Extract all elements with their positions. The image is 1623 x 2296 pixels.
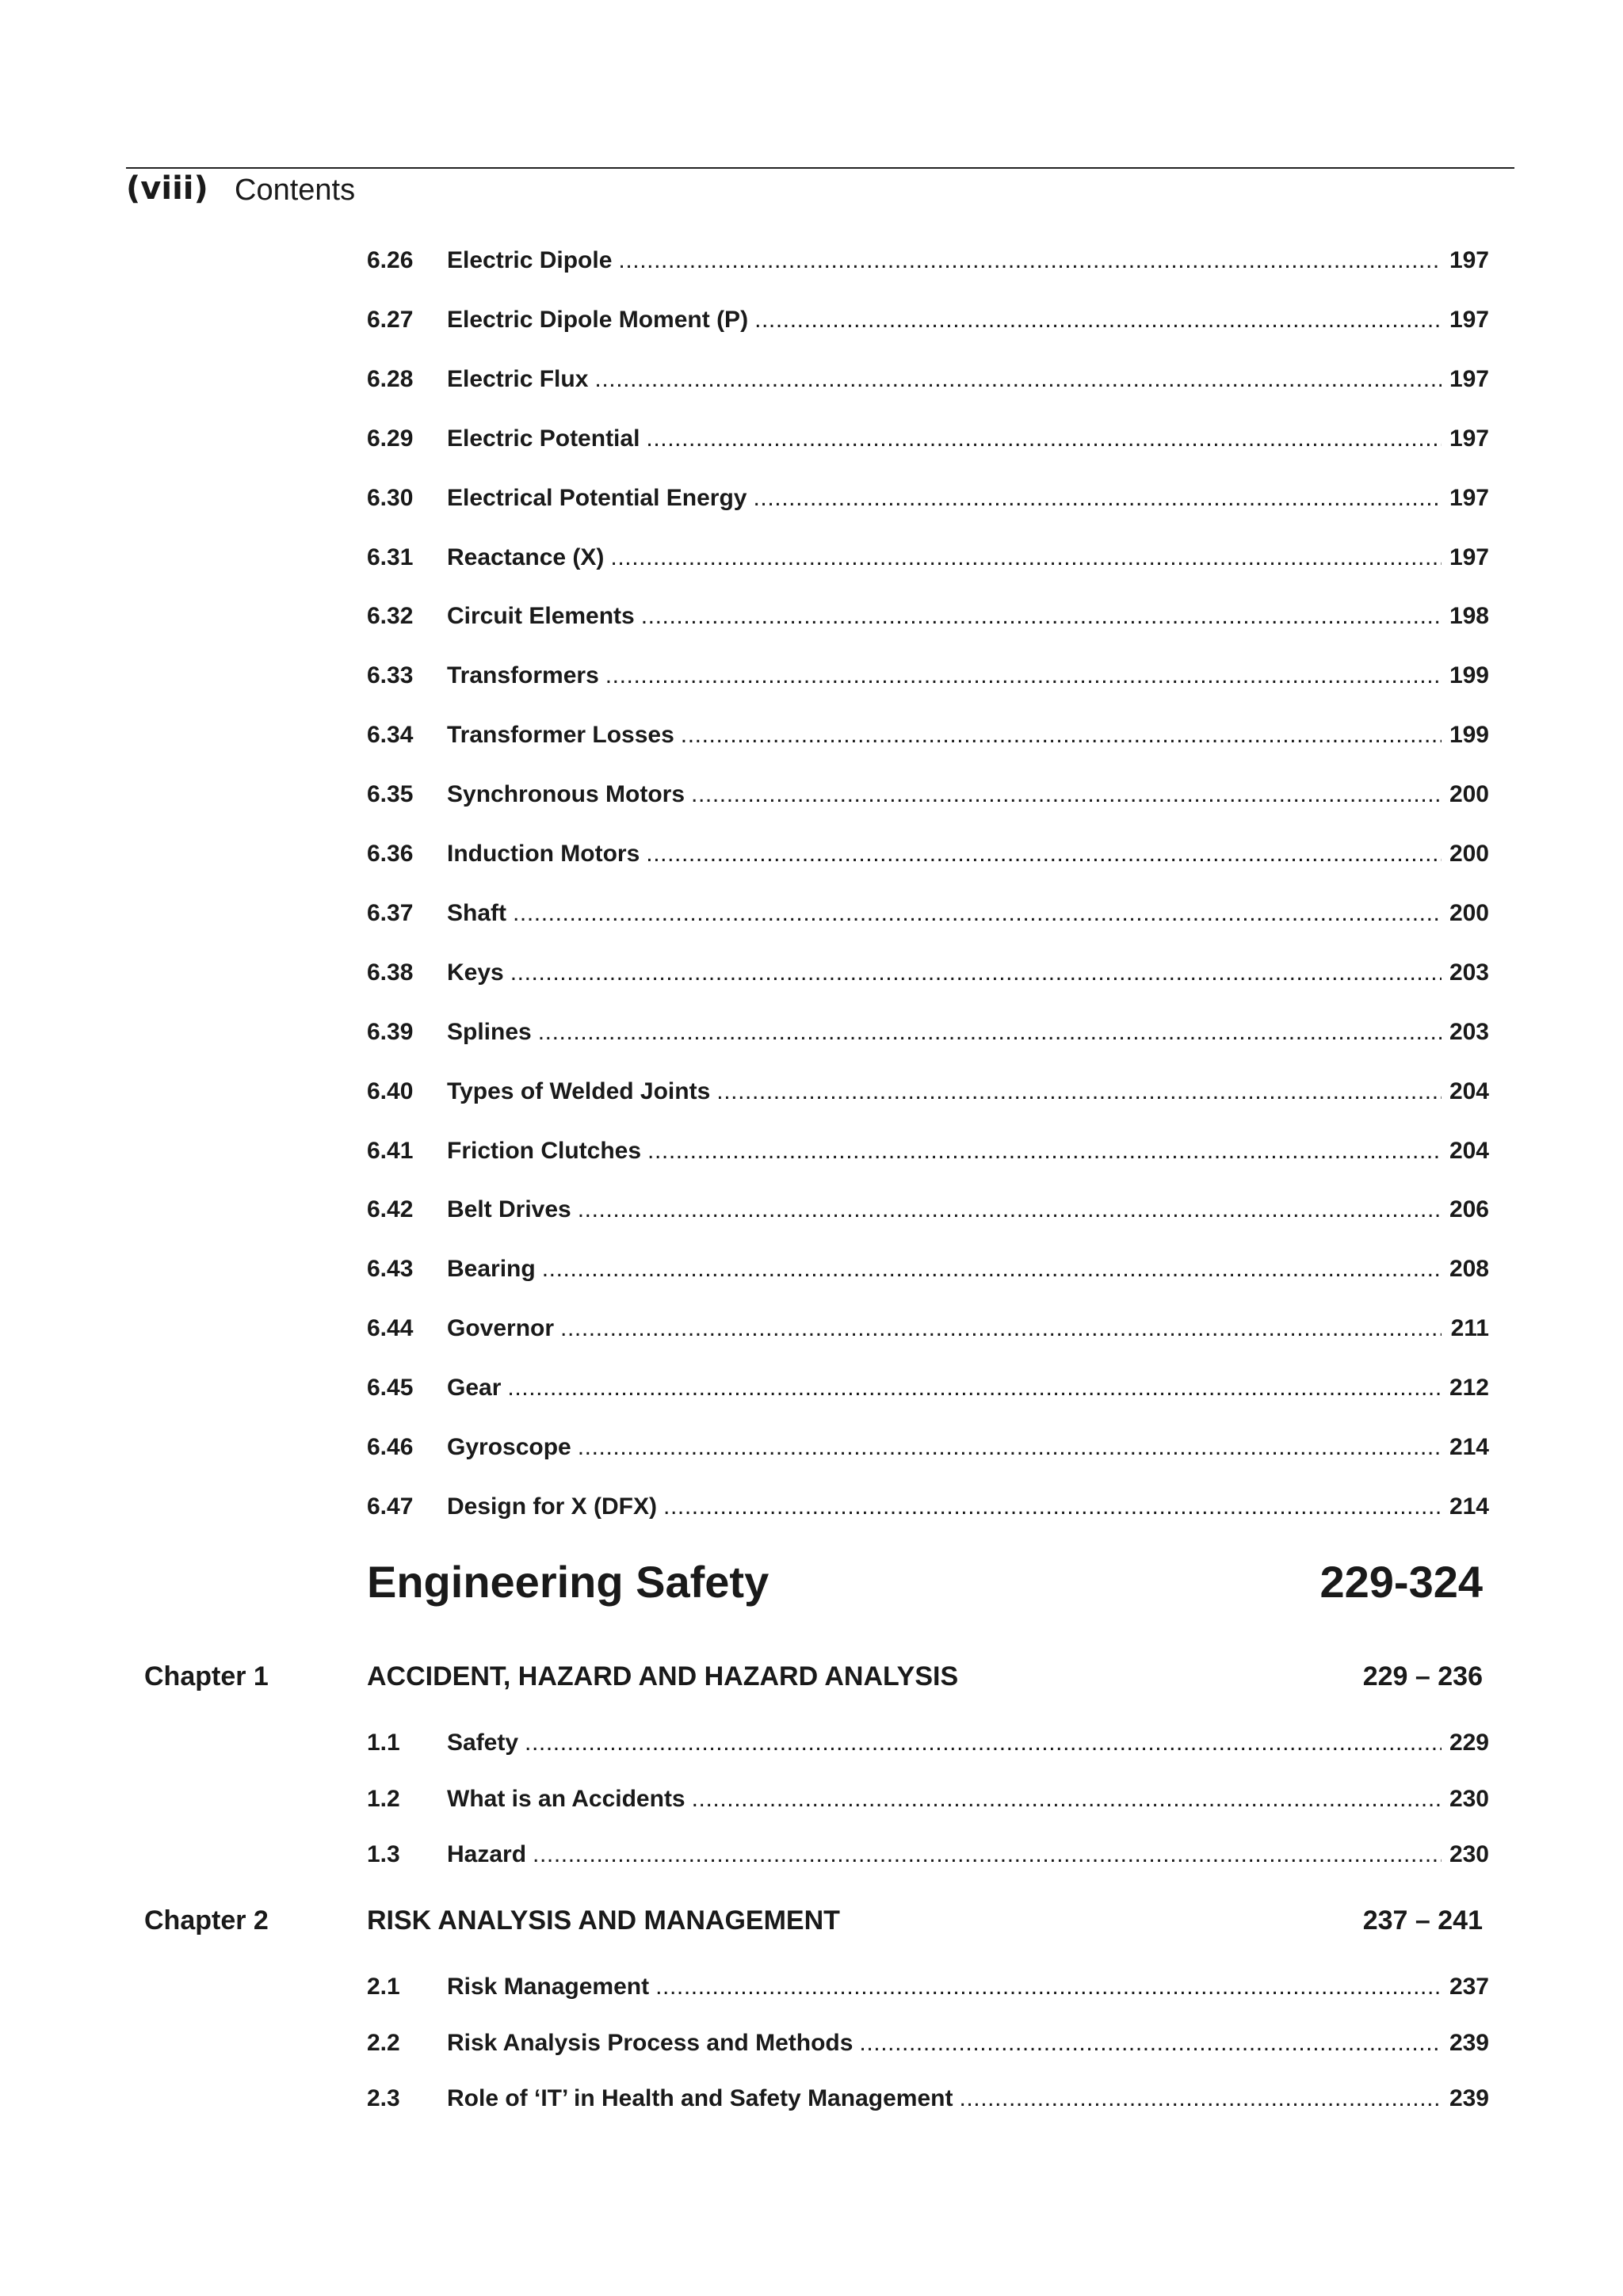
toc-entry[interactable] — [367, 1837, 1489, 1872]
dot-leader — [716, 1074, 1442, 1109]
toc-entry-title: Electric Flux — [447, 365, 589, 392]
toc-entry[interactable] — [367, 718, 1489, 753]
toc-entry-page: 200 — [1449, 841, 1489, 867]
toc-entry-title: Hazard — [447, 1841, 527, 1867]
toc-entry-title: Role of ‘IT’ in Health and Safety Management — [447, 2085, 953, 2111]
toc-entry-title: Electric Dipole — [447, 247, 613, 273]
toc-entry-number: 6.43 — [367, 1256, 414, 1283]
toc-entry[interactable] — [367, 2081, 1489, 2116]
toc-entry-page: 214 — [1449, 1493, 1489, 1520]
toc-entry-number: 1.2 — [367, 1785, 400, 1812]
toc-entry-number: 6.30 — [367, 484, 414, 511]
toc-entry[interactable] — [367, 777, 1489, 812]
dot-leader — [578, 1430, 1442, 1465]
chapter-1-page-range: 229 – 236 — [1362, 1661, 1483, 1691]
toc-entry[interactable] — [367, 1074, 1489, 1109]
toc-entry-page: 239 — [1449, 2029, 1489, 2056]
toc-entry[interactable] — [367, 1489, 1489, 1524]
toc-entry-number: 6.37 — [367, 899, 414, 926]
toc-entry-page: 239 — [1449, 2085, 1489, 2111]
chapter-1-label: Chapter 1 — [144, 1661, 269, 1691]
toc-entry[interactable] — [367, 1430, 1489, 1465]
toc-entry[interactable] — [367, 1782, 1489, 1817]
toc-entry-title: Circuit Elements — [447, 603, 635, 630]
dot-leader — [610, 540, 1442, 575]
chapter-2-label: Chapter 2 — [144, 1905, 269, 1936]
dot-leader — [692, 1782, 1442, 1817]
dot-leader — [510, 955, 1442, 990]
toc-entry-page: 197 — [1449, 484, 1489, 511]
toc-entry-title: Gear — [447, 1375, 502, 1402]
toc-entry-page: 197 — [1449, 247, 1489, 273]
chapter-2-page-range: 237 – 241 — [1362, 1905, 1483, 1936]
dot-leader — [646, 421, 1442, 456]
toc-entry-title: Belt Drives — [447, 1196, 571, 1223]
toc-entry-title: Risk Management — [447, 1974, 650, 2000]
toc-entry-title: Shaft — [447, 899, 506, 926]
dot-leader — [959, 2081, 1442, 2116]
toc-entry-number: 6.34 — [367, 722, 414, 749]
toc-entry-number: 6.45 — [367, 1375, 414, 1402]
toc-entry[interactable] — [367, 1192, 1489, 1227]
toc-entry-page: 230 — [1449, 1841, 1489, 1867]
running-header-label: Contents — [235, 174, 356, 207]
toc-entry[interactable] — [367, 1371, 1489, 1405]
toc-entry-page: 230 — [1449, 1785, 1489, 1812]
dot-leader — [618, 243, 1442, 278]
toc-entry-page: 197 — [1449, 306, 1489, 333]
toc-entry[interactable] — [367, 540, 1489, 575]
toc-entry[interactable] — [367, 481, 1489, 516]
dot-leader — [594, 362, 1442, 397]
dot-leader — [647, 1134, 1442, 1169]
toc-entry-page: 204 — [1449, 1137, 1489, 1164]
dot-leader — [525, 1726, 1442, 1760]
dot-leader — [681, 718, 1442, 753]
toc-entry-page: 197 — [1449, 365, 1489, 392]
toc-entry[interactable] — [367, 243, 1489, 278]
toc-entry-number: 6.39 — [367, 1018, 414, 1045]
toc-entry-page: 206 — [1449, 1196, 1489, 1223]
toc-entry-page: 197 — [1449, 543, 1489, 570]
toc-entry-page: 198 — [1449, 603, 1489, 630]
toc-entry-title: Electric Potential — [447, 425, 640, 452]
toc-entry-page: 229 — [1449, 1730, 1489, 1756]
dot-leader — [533, 1837, 1442, 1872]
dot-leader — [754, 303, 1442, 338]
toc-entry-title: Friction Clutches — [447, 1137, 642, 1164]
toc-entry[interactable] — [367, 1015, 1489, 1050]
toc-entry-number: 6.27 — [367, 306, 414, 333]
toc-entry-page: 203 — [1449, 959, 1489, 986]
toc-entry-page: 199 — [1449, 662, 1489, 689]
chapter-2-title: RISK ANALYSIS AND MANAGEMENT — [367, 1905, 840, 1936]
toc-entry[interactable] — [367, 362, 1489, 397]
toc-entry[interactable] — [367, 421, 1489, 456]
toc-entry[interactable] — [367, 658, 1489, 693]
toc-entry-number: 6.31 — [367, 543, 414, 570]
toc-entry-title: Safety — [447, 1730, 519, 1756]
dot-leader — [560, 1311, 1442, 1346]
toc-entry-title: Transformers — [447, 662, 599, 689]
toc-entry-title: Types of Welded Joints — [447, 1077, 711, 1104]
toc-entry-title: Governor — [447, 1315, 555, 1342]
toc-entry[interactable] — [367, 837, 1489, 871]
toc-entry-page: 204 — [1449, 1077, 1489, 1104]
toc-entry-page: 211 — [1450, 1315, 1489, 1342]
dot-leader — [605, 658, 1442, 693]
toc-entry-title: Electric Dipole Moment (P) — [447, 306, 749, 333]
dot-leader — [513, 896, 1442, 931]
toc-entry-title: What is an Accidents — [447, 1785, 685, 1812]
toc-entry-number: 6.28 — [367, 365, 414, 392]
toc-entry-number: 6.32 — [367, 603, 414, 630]
toc-entry-page: 200 — [1449, 899, 1489, 926]
dot-leader — [691, 777, 1442, 812]
toc-entry-number: 1.3 — [367, 1841, 400, 1867]
toc-entry[interactable] — [367, 599, 1489, 634]
toc-entry-number: 6.40 — [367, 1077, 414, 1104]
toc-entry-title: Induction Motors — [447, 841, 640, 867]
dot-leader — [507, 1371, 1442, 1405]
toc-entry[interactable] — [367, 1134, 1489, 1169]
toc-entry-page: 212 — [1449, 1375, 1489, 1402]
dot-leader — [578, 1192, 1442, 1227]
toc-entry-title: Splines — [447, 1018, 532, 1045]
dot-leader — [663, 1489, 1442, 1524]
header-rule — [126, 167, 1514, 169]
toc-entry[interactable] — [367, 1726, 1489, 1760]
toc-entry-number: 6.38 — [367, 959, 414, 986]
toc-entry-number: 2.3 — [367, 2085, 400, 2111]
dot-leader — [542, 1252, 1442, 1287]
toc-entry-number: 6.33 — [367, 662, 414, 689]
toc-entry-title: Reactance (X) — [447, 543, 605, 570]
toc-entry[interactable] — [367, 1252, 1489, 1287]
toc-entry[interactable] — [367, 896, 1489, 931]
toc-entry-page: 199 — [1449, 722, 1489, 749]
toc-entry-page: 208 — [1449, 1256, 1489, 1283]
toc-entry-page: 214 — [1449, 1434, 1489, 1460]
toc-entry-number: 6.47 — [367, 1493, 414, 1520]
toc-entry-number: 6.41 — [367, 1137, 414, 1164]
toc-entry[interactable] — [367, 955, 1489, 990]
part-page-range: 229-324 — [1319, 1557, 1483, 1607]
toc-entry-number: 6.44 — [367, 1315, 414, 1342]
dot-leader — [655, 1970, 1442, 2004]
toc-entry-title: Bearing — [447, 1256, 536, 1283]
toc-entry-page: 200 — [1449, 781, 1489, 808]
dot-leader — [753, 481, 1441, 516]
toc-entry-number: 1.1 — [367, 1730, 400, 1756]
toc-entry-title: Keys — [447, 959, 504, 986]
toc-entry-number: 6.42 — [367, 1196, 414, 1223]
toc-entry-title: Transformer Losses — [447, 722, 674, 749]
toc-entry[interactable] — [367, 1311, 1489, 1346]
toc-entry-number: 6.26 — [367, 247, 414, 273]
toc-entry-page: 203 — [1449, 1018, 1489, 1045]
toc-entry[interactable] — [367, 2026, 1489, 2061]
dot-leader — [641, 599, 1442, 634]
dot-leader — [538, 1015, 1442, 1050]
toc-entry-page: 197 — [1449, 425, 1489, 452]
toc-entry-number: 6.29 — [367, 425, 414, 452]
toc-entry-page: 237 — [1449, 1974, 1489, 2000]
toc-entry-number: 2.2 — [367, 2029, 400, 2056]
toc-entry-number: 6.35 — [367, 781, 414, 808]
dot-leader — [859, 2026, 1442, 2061]
toc-entry-title: Risk Analysis Process and Methods — [447, 2029, 854, 2056]
toc-entry-number: 6.36 — [367, 841, 414, 867]
toc-entry-number: 6.46 — [367, 1434, 414, 1460]
page-number: (viii) — [126, 170, 208, 207]
toc-entry-number: 2.1 — [367, 1974, 400, 2000]
toc-entry[interactable] — [367, 303, 1489, 338]
toc-entry[interactable] — [367, 1970, 1489, 2004]
part-title: Engineering Safety — [367, 1557, 769, 1607]
toc-entry-title: Electrical Potential Energy — [447, 484, 747, 511]
toc-entry-title: Synchronous Motors — [447, 781, 685, 808]
toc-entry-title: Gyroscope — [447, 1434, 571, 1460]
toc-entry-title: Design for X (DFX) — [447, 1493, 658, 1520]
chapter-1-title: ACCIDENT, HAZARD AND HAZARD ANALYSIS — [367, 1661, 959, 1691]
dot-leader — [646, 837, 1442, 871]
